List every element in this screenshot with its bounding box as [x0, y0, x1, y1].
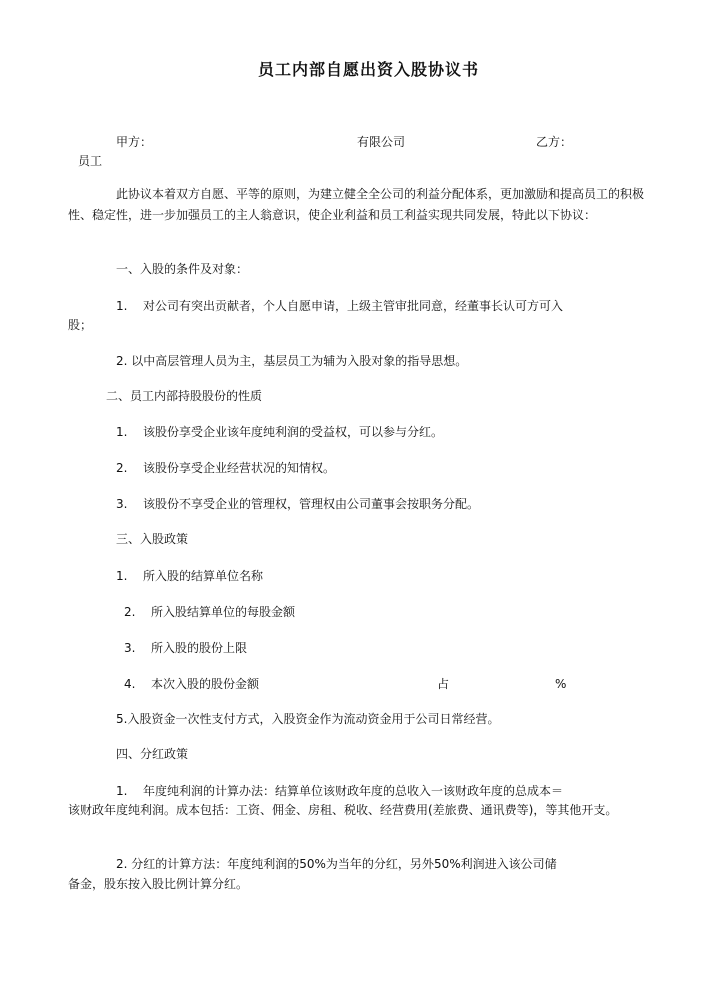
s3-item-2-text: 所入股结算单位的每股金额 [151, 605, 296, 619]
s2-item-3-text: 该股份不享受企业的管理权，管理权由公司董事会按职务分配。 [143, 497, 480, 511]
document-title: 员工内部自愿出资入股协议书 [258, 60, 480, 79]
s3-item-1-text: 所入股的结算单位名称 [143, 569, 264, 583]
s3-item-3-text: 所入股的股份上限 [151, 641, 248, 655]
intro-text: 此协议本着双方自愿、平等的原则，为建立健全全公司的利益分配体系，更加激励和提高员工的积极性、稳定性，进一步加强员工的主人翁意识，使企业利益和员工利益实现共同发展，特此以下协议： [68, 187, 645, 222]
s3-item-4-num: 4. [124, 677, 136, 691]
s4-item-2-continuation: 备金，股东按入股比例计算分红。 [68, 877, 249, 891]
intro-paragraph [68, 184, 658, 226]
s2-item-2-text: 该股份享受企业经营状况的知情权。 [143, 461, 336, 475]
s3-item-4-text: 本次入股的股份金额 [151, 677, 260, 691]
s1-item-1-continuation: 股； [68, 318, 93, 332]
s2-item-3-num: 3. [116, 497, 128, 511]
company-suffix: 有限公司 [357, 135, 406, 149]
s3-item-5: 5.入股资金一次性支付方式，入股资金作为流动资金用于公司日常经营。 [116, 712, 500, 726]
s1-item-1-text: 对公司有突出贡献者，个人自愿申请，上级主管审批同意，经董事长认可方可入 [143, 299, 564, 313]
s3-item-4-zhan: 占 [437, 677, 450, 691]
s3-item-4-percent: % [555, 677, 567, 691]
section-1-heading: 一、入股的条件及对象： [116, 262, 249, 276]
s2-item-1-num: 1. [116, 425, 128, 439]
section-2-heading: 二、员工内部持股股份的性质 [106, 389, 263, 403]
s4-item-2: 2. 分红的计算方法：年度纯利润的50%为当年的分红，另外50%利润进入该公司储 [116, 857, 557, 871]
party-b-label: 乙方： [536, 135, 573, 149]
section-4-heading: 四、分红政策 [116, 747, 189, 761]
s4-item-1-continuation: 该财政年度纯利润。成本包括：工资、佣金、房租、税收、经营费用(差旅费、通讯费等)，等其他开支。 [68, 803, 618, 817]
party-b-value: 员工 [78, 154, 103, 168]
party-a-label: 甲方： [116, 135, 153, 149]
s3-item-2-num: 2. [124, 605, 136, 619]
s4-item-1-num: 1. [116, 784, 128, 798]
section-3-heading: 三、入股政策 [116, 532, 189, 546]
s3-item-3-num: 3. [124, 641, 136, 655]
s4-item-1-text: 年度纯利润的计算办法：结算单位该财政年度的总收入一该财政年度的总成本＝ [143, 784, 564, 798]
s2-item-1-text: 该股份享受企业该年度纯利润的受益权，可以参与分红。 [143, 425, 444, 439]
s1-item-2: 2. 以中高层管理人员为主，基层员工为辅为入股对象的指导思想。 [116, 354, 468, 368]
s3-item-1-num: 1. [116, 569, 128, 583]
s2-item-2-num: 2. [116, 461, 128, 475]
s1-item-1-num: 1. [116, 299, 128, 313]
